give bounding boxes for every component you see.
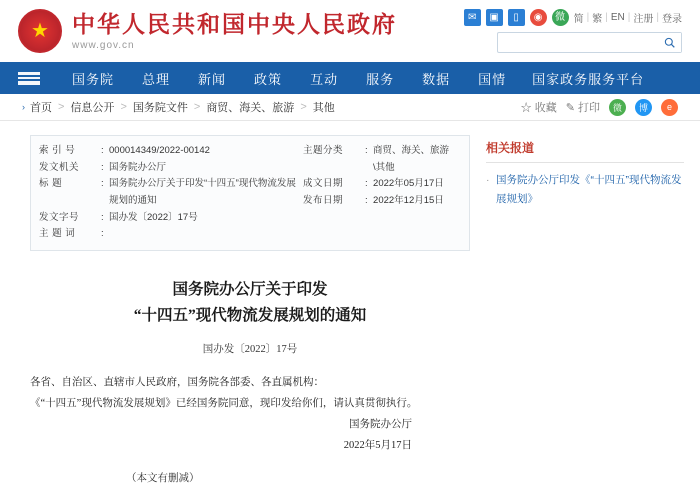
- meta-row-keywords: [39, 226, 299, 243]
- nav-item-government-service-platform[interactable]: 国家政务服务平台: [532, 71, 645, 87]
- breadcrumb-item-state-council-docs[interactable]: 国务院文件: [132, 102, 188, 114]
- lang-simplified-link[interactable]: 简: [573, 14, 584, 25]
- site-title: 中华人民共和国中央人民政府: [72, 10, 397, 37]
- doc-note: （本文有删减）: [126, 473, 200, 485]
- nav-item-guoqing[interactable]: 国情: [478, 71, 507, 87]
- doc-title-line1: 国务院办公厅关于印发: [172, 280, 328, 298]
- breadcrumb-item-trade-customs-tourism[interactable]: 商贸、海关、旅游: [206, 102, 295, 114]
- meta-label-issuer: 发文机关: [39, 161, 80, 173]
- document-main: [0, 131, 480, 485]
- breadcrumb-arrow-icon: ›: [22, 102, 25, 112]
- meta-colon-2: :: [101, 161, 104, 173]
- meta-value-completion-date: 2022年05月17日: [373, 178, 444, 190]
- search-input[interactable]: [498, 33, 657, 52]
- search-box[interactable]: [497, 32, 682, 53]
- print-button[interactable]: ✎ 打印: [565, 102, 600, 114]
- meta-value-publish-date: 2022年12月15日: [373, 194, 444, 206]
- breadcrumb-item-home[interactable]: 首页: [30, 102, 52, 114]
- related-reports-panel: [480, 131, 700, 406]
- meta-row-docnumber: [39, 210, 299, 227]
- mobile-icon[interactable]: ▯: [508, 9, 525, 26]
- page-content: [0, 121, 700, 485]
- meta-column-left: [39, 143, 299, 243]
- breadcrumb: [0, 94, 700, 121]
- wechat-share-icon[interactable]: 微: [609, 99, 626, 116]
- mail-icon[interactable]: ✉: [464, 9, 481, 26]
- meta-colon-8: :: [365, 194, 368, 206]
- meta-row-issuer: [39, 160, 299, 177]
- meta-label-keywords: 主 题 词: [39, 228, 76, 240]
- meta-row-index: [39, 143, 299, 160]
- nav-item-shuju[interactable]: 数据: [422, 71, 451, 87]
- related-report-link[interactable]: 国务院办公厅印发《“十四五”现代物流发展规划》: [496, 174, 682, 206]
- doc-paragraph-1: 各省、自治区、直辖市人民政府，国务院各部委、各直属机构：: [30, 377, 324, 389]
- meta-label-docnumber: 发文字号: [39, 211, 80, 223]
- link-sep-1: |: [586, 12, 590, 23]
- breadcrumb-sep-3: >: [193, 101, 201, 113]
- related-reports-list: [486, 171, 684, 210]
- meta-label-completion-date: 成文日期: [303, 178, 344, 190]
- breadcrumb-sep-2: >: [120, 101, 127, 113]
- header-right: [464, 9, 682, 53]
- doc-date: 2022年5月17日: [343, 440, 412, 452]
- share-more-icon[interactable]: e: [661, 99, 678, 116]
- meta-row-category: [303, 143, 461, 176]
- doc-signature: 国务院办公厅: [349, 419, 412, 431]
- breadcrumb-sep-1: >: [58, 101, 65, 113]
- home-menu-icon[interactable]: [0, 62, 58, 94]
- doc-paragraph-2: 《“十四五”现代物流发展规划》已经国务院同意，现印发给你们，请认真贯彻执行。: [30, 398, 418, 410]
- meta-colon-7: :: [365, 178, 368, 190]
- meta-row-completion-date: [303, 176, 461, 193]
- register-link[interactable]: 注册: [633, 14, 654, 25]
- weibo-share-icon[interactable]: 博: [635, 99, 652, 116]
- breadcrumb-actions: [521, 99, 678, 116]
- weibo-icon[interactable]: ◉: [530, 9, 547, 26]
- meta-value-docnumber: 国办发〔2022〕17号: [109, 211, 198, 223]
- meta-value-keywords: [109, 226, 299, 243]
- list-item[interactable]: [486, 171, 684, 210]
- meta-colon-6: :: [365, 145, 368, 156]
- link-sep-4: |: [656, 12, 659, 23]
- emblem-star-icon: ★: [31, 20, 49, 42]
- lang-traditional-link[interactable]: 繁: [592, 14, 603, 25]
- meta-colon-5: :: [101, 228, 104, 240]
- collect-label: 收藏: [534, 102, 557, 114]
- meta-value-title: 国务院办公厅关于印发“十四五”现代物流发展规划的通知: [109, 178, 296, 206]
- nav-item-fuwu[interactable]: 服务: [366, 71, 395, 87]
- lang-english-link[interactable]: EN: [610, 12, 625, 23]
- wechat-icon[interactable]: 微: [552, 9, 569, 26]
- header-link-group: [574, 10, 682, 25]
- meta-value-index: 000014349/2022-00142: [109, 145, 210, 156]
- link-sep-2: |: [605, 12, 608, 23]
- breadcrumb-item-other[interactable]: 其他: [312, 102, 335, 114]
- meta-row-publish-date: [303, 193, 461, 210]
- national-emblem-icon: [18, 9, 62, 53]
- header-icon-group: [464, 9, 682, 26]
- nav-item-guowuyuan[interactable]: 国务院: [72, 71, 115, 87]
- meta-colon-1: :: [101, 145, 104, 156]
- site-header: [0, 0, 700, 62]
- meta-label-title: 标 题: [39, 178, 63, 190]
- meta-colon-4: :: [101, 211, 104, 223]
- search-icon[interactable]: [657, 33, 681, 52]
- nav-item-zongli[interactable]: 总理: [142, 71, 171, 87]
- meta-label-index: 索 引 号: [39, 145, 76, 156]
- related-reports-title: 相关报道: [486, 139, 684, 163]
- doc-number: 国办发〔2022〕17号: [202, 344, 298, 356]
- meta-value-category: 商贸、海关、旅游\其他: [373, 145, 450, 173]
- meta-label-publish-date: 发布日期: [303, 194, 344, 206]
- link-sep-3: |: [627, 12, 631, 23]
- site-url: www.gov.cn: [72, 40, 135, 52]
- login-link[interactable]: 登录: [662, 14, 682, 25]
- nav-item-zhengce[interactable]: 政策: [254, 71, 283, 87]
- main-nav: [0, 62, 700, 94]
- breadcrumb-sep-4: >: [300, 101, 307, 113]
- collect-button[interactable]: ☆ 收藏: [520, 102, 557, 114]
- meta-row-title: [39, 176, 299, 209]
- meta-value-issuer: 国务院办公厅: [109, 161, 167, 173]
- print-label: 打印: [578, 102, 600, 114]
- page-title: [30, 277, 470, 330]
- meta-colon-3: :: [101, 178, 104, 190]
- search-row: [497, 32, 682, 53]
- meta-column-right: [299, 143, 461, 243]
- breadcrumb-item-info-disclosure[interactable]: 信息公开: [70, 102, 115, 114]
- doc-body: [30, 372, 470, 456]
- nav-item-hudong[interactable]: 互动: [310, 71, 339, 87]
- window-icon[interactable]: ▣: [486, 9, 503, 26]
- meta-label-category: 主题分类: [303, 145, 344, 156]
- doc-title-line2: “十四五”现代物流发展规划的通知: [133, 307, 367, 325]
- nav-item-xinwen[interactable]: 新闻: [198, 71, 227, 87]
- bullet-icon: ·: [486, 174, 490, 186]
- site-title-block: [72, 11, 397, 51]
- document-meta-table: [30, 135, 470, 251]
